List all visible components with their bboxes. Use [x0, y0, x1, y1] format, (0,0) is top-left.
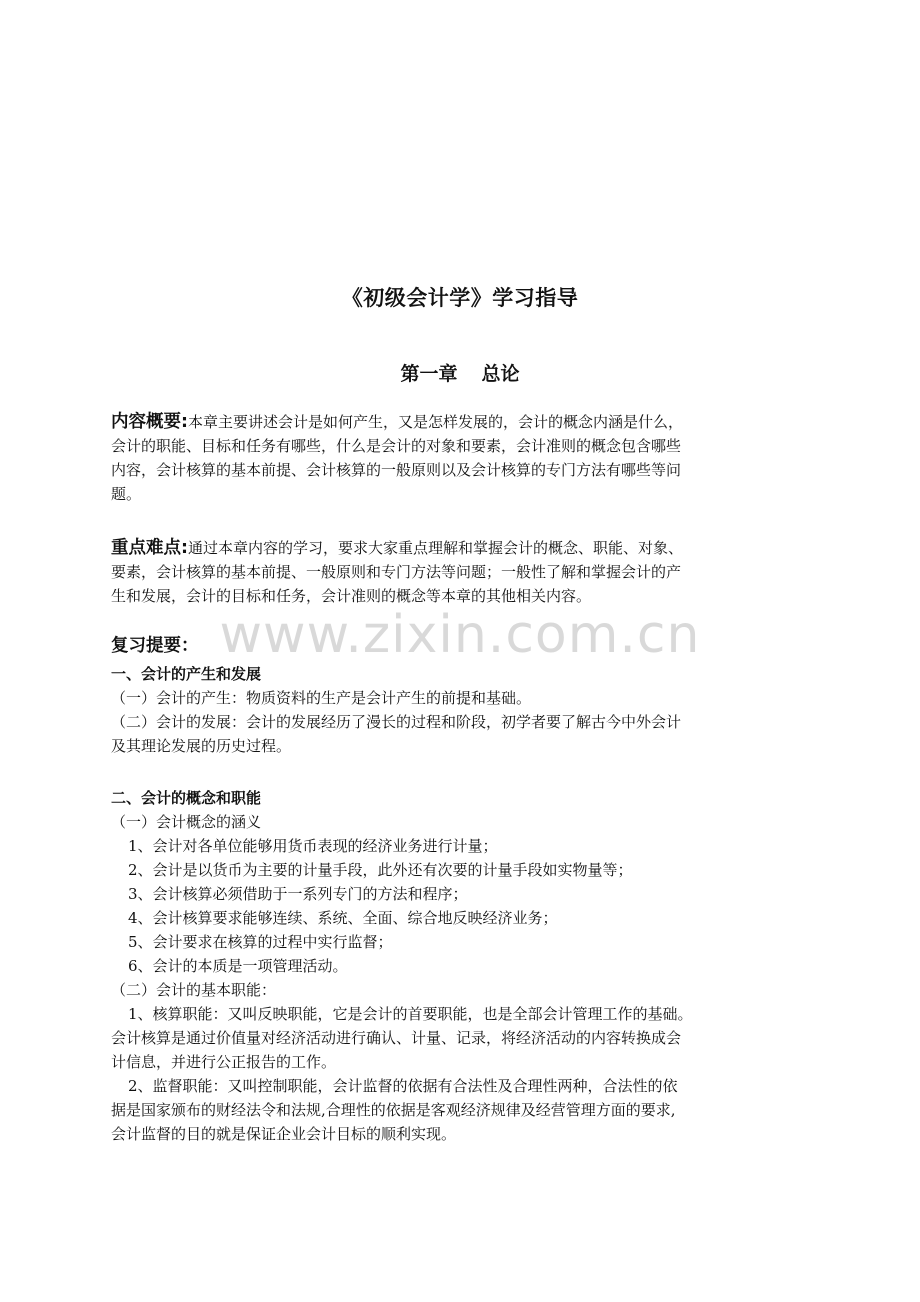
- subsection-heading: （二）会计的基本职能：: [111, 981, 277, 999]
- function-line: 1、核算职能：又叫反映职能，它是会计的首要职能，也是全部会计管理工作的基础。: [128, 1005, 693, 1023]
- section-heading: 一、会计的产生和发展: [111, 665, 262, 683]
- overview-line: 会计的职能、目标和任务有哪些，什么是会计的对象和要素，会计准则的概念包含哪些: [111, 437, 682, 455]
- list-item: 1、会计对各单位能够用货币表现的经济业务进行计量；: [128, 837, 498, 855]
- key-points-tag: 重点难点:: [111, 538, 188, 558]
- overview-line: 内容概要:本章主要讲述会计是如何产生，又是怎样发展的，会计的概念内涵是什么，: [111, 412, 684, 432]
- review-heading: 复习提要：: [111, 636, 199, 656]
- overview-tag: 内容概要:: [111, 412, 188, 432]
- chapter-number: 第一章: [400, 363, 458, 385]
- key-points-line: 生和发展，会计的目标和任务，会计准则的概念等本章的其他相关内容。: [111, 587, 592, 605]
- key-points-line: 重点难点:通过本章内容的学习，要求大家重点理解和掌握会计的概念、职能、对象、: [111, 538, 684, 558]
- section1-line: （二）会计的发展：会计的发展经历了漫长的过程和阶段，初学者要了解古今中外会计: [111, 713, 682, 731]
- chapter-title: [0, 359, 920, 389]
- section1-body: [111, 686, 823, 758]
- function-line: 计信息，并进行公正报告的工作。: [111, 1053, 337, 1071]
- overview-block: [111, 410, 823, 506]
- watermark: www.zixin.com.cn: [219, 605, 701, 665]
- list-item: 2、会计是以货币为主要的计量手段，此外还有次要的计量手段如实物量等；: [128, 861, 633, 879]
- section1-line: （一）会计的产生：物质资料的生产是会计产生的前提和基础。: [111, 689, 532, 707]
- list-item: 6、会计的本质是一项管理活动。: [128, 957, 348, 975]
- section2-body: [111, 810, 823, 1146]
- function-line: 会计监督的目的就是保证企业会计目标的顺利实现。: [111, 1125, 457, 1143]
- list-item: 3、会计核算必须借助于一系列专门的方法和程序；: [128, 885, 468, 903]
- section-heading: 二、会计的概念和职能: [111, 789, 262, 807]
- overview-line: 题。: [111, 485, 142, 503]
- function-line: 据是国家颁布的财经法令和法规,合理性的依据是客观经济规律及经营管理方面的要求,: [111, 1101, 676, 1119]
- list-item: 5、会计要求在核算的过程中实行监督；: [128, 933, 393, 951]
- chapter-name: 总论: [481, 363, 520, 385]
- section1-line: 及其理论发展的历史过程。: [111, 737, 292, 755]
- key-points-block: [111, 536, 823, 608]
- key-points-line: 要素，会计核算的基本前提、一般原则和专门方法等问题；一般性了解和掌握会计的产: [111, 563, 682, 581]
- document-title: 《初级会计学》学习指导: [341, 286, 579, 310]
- subsection-heading: （一）会计概念的涵义: [111, 813, 262, 831]
- list-item: 4、会计核算要求能够连续、系统、全面、综合地反映经济业务；: [128, 909, 558, 927]
- overview-line: 内容，会计核算的基本前提、会计核算的一般原则以及会计核算的专门方法有哪些等问: [111, 461, 682, 479]
- function-line: 会计核算是通过价值量对经济活动进行确认、计量、记录，将经济活动的内容转换成会: [111, 1029, 682, 1047]
- function-line: 2、监督职能：又叫控制职能，会计监督的依据有合法性及合理性两种，合法性的依: [128, 1077, 678, 1095]
